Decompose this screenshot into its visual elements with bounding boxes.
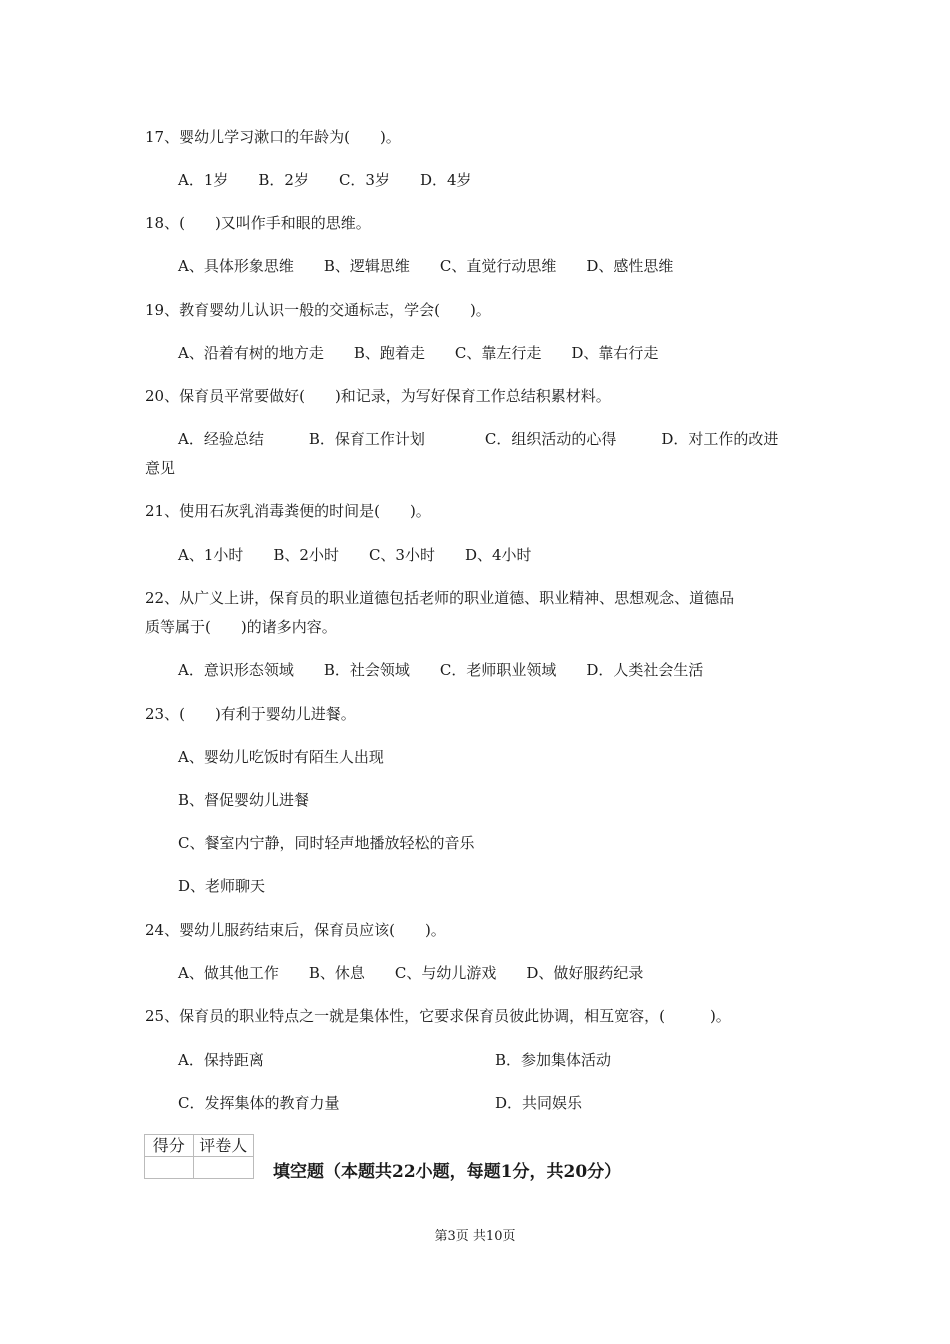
q25-option-c: C．发挥集体的教育力量 — [178, 1094, 340, 1112]
q25-stem: 25、保育员的职业特点之一就是集体性，它要求保育员彼此协调，相互宽容，( )。 — [145, 1007, 731, 1025]
q19-options: A、沿着有树的地方走 B、跑着走 C、靠左行走 D、靠右行走 — [178, 344, 659, 362]
q24-options: A、做其他工作 B、休息 C、与幼儿游戏 D、做好服药纪录 — [178, 964, 644, 982]
q19-stem: 19、教育婴幼儿认识一般的交通标志，学会( )。 — [145, 301, 491, 319]
section-title: 填空题（本题共22小题，每题1分，共20分） — [273, 1162, 622, 1182]
q25-option-b: B．参加集体活动 — [495, 1051, 612, 1069]
q25-option-a: A．保持距离 — [178, 1051, 264, 1069]
q23-option-c: C、餐室内宁静，同时轻声地播放轻松的音乐 — [178, 834, 475, 852]
q20-stem: 20、保育员平常要做好( )和记录，为写好保育工作总结积累材料。 — [145, 387, 611, 405]
grader-cell — [193, 1157, 253, 1179]
q25-option-d: D．共同娱乐 — [495, 1094, 583, 1112]
q23-stem: 23、( )有利于婴幼儿进餐。 — [145, 705, 356, 723]
score-label: 得分 — [145, 1135, 194, 1157]
q21-options: A、1小时 B、2小时 C、3小时 D、4小时 — [178, 546, 532, 564]
q20-options: A．经验总结 B．保育工作计划 C．组织活动的心得 D．对工作的改进 — [178, 430, 779, 448]
q23-option-d: D、老师聊天 — [178, 877, 266, 895]
q23-option-a: A、婴幼儿吃饭时有陌生人出现 — [178, 748, 384, 766]
q23-option-b: B、督促婴幼儿进餐 — [178, 791, 310, 809]
score-cell — [145, 1157, 194, 1179]
q22-stem-tail: 质等属于( )的诸多内容。 — [145, 618, 337, 636]
q18-stem: 18、( )又叫作手和眼的思维。 — [145, 214, 371, 232]
q18-options: A、具体形象思维 B、逻辑思维 C、直觉行动思维 D、感性思维 — [178, 257, 674, 275]
q22-stem: 22、从广义上讲，保育员的职业道德包括老师的职业道德、职业精神、思想观念、道德品 — [145, 589, 735, 607]
q21-stem: 21、使用石灰乳消毒粪便的时间是( )。 — [145, 502, 431, 520]
page-footer: 第3页 共10页 — [434, 1229, 516, 1244]
grader-label: 评卷人 — [193, 1135, 253, 1157]
q22-options: A．意识形态领域 B．社会领域 C．老师职业领域 D．人类社会生活 — [178, 661, 704, 679]
q17-options: A．1岁 B．2岁 C．3岁 D．4岁 — [178, 171, 472, 189]
q20-options-tail: 意见 — [145, 459, 176, 477]
q24-stem: 24、婴幼儿服药结束后，保育员应该( )。 — [145, 921, 446, 939]
q17-stem: 17、婴幼儿学习漱口的年龄为( )。 — [145, 128, 401, 146]
score-box — [144, 1134, 254, 1179]
